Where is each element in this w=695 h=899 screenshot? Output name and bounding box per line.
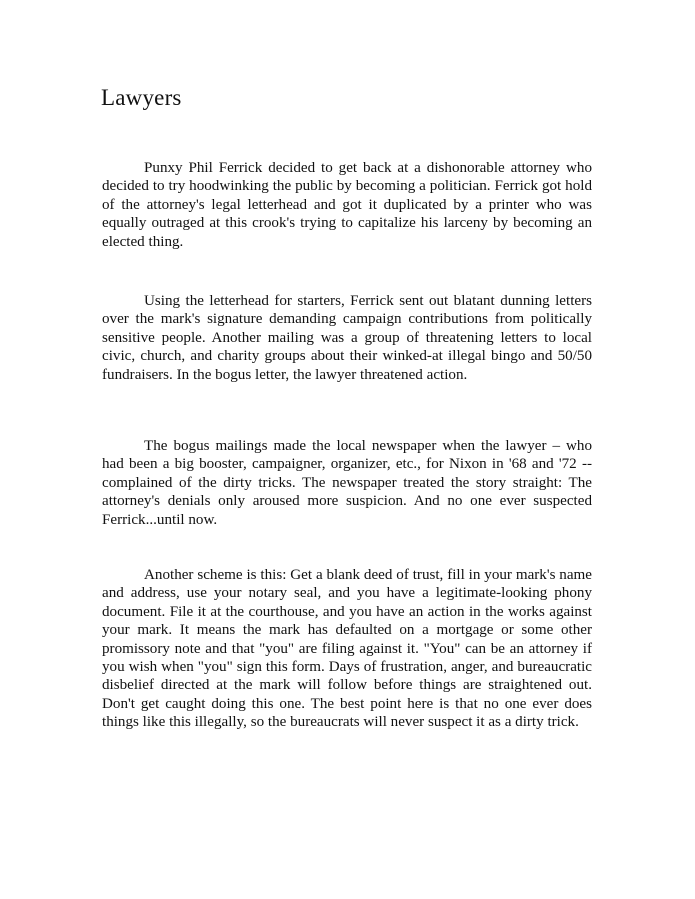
paragraph-newspaper: The bogus mailings made the local newspaper when the lawyer – who had been a big booster, campaigner, organizer, etc., for Nixon in '68 and '72 -- complained of the dirty tricks. The newspaper treated the story straight: The attorney's denials only aroused more suspicion. And no one ever suspected Ferrick...until now. [102,438,592,528]
paragraph-ferrick-letterhead: Punxy Phil Ferrick decided to get back at a dishonorable attorney who decided to try hoodwinking the public by becoming a politician. Ferrick got hold of the attorney's legal letterhead and got it duplicated by a printer who was equally outraged at this crook's trying to capitalize his larceny by becoming an elected thing. [102,160,592,250]
paragraph-dunning-letters: Using the letterhead for starters, Ferrick sent out blatant dunning letters over the mark's signature demanding campaign contributions from politically sensitive people. Another mailing was a group of threatening letters to local civic, church, and charity groups about their winked-at illegal bingo and 50/50 fundraisers. In the bogus letter, the lawyer threatened action. [102,293,592,383]
paragraph-deed-of-trust: Another scheme is this: Get a blank deed of trust, fill in your mark's name and address, use your notary seal, and you have a legitimate-looking phony document. File it at the courthouse, and you have an action in the works against your mark. It means the mark has defaulted on a mortgage or some other promissory note and that "you" are filing against it. "You" can be an attorney if you wish when "you" sign this form. Days of frustration, anger, and bureaucratic disbelief directed at the mark will follow before things are straightened out. Don't get caught doing this one. The best point here is that no one ever does things like this illegally, so the bureaucrats will never suspect it as a dirty trick. [102,567,592,731]
page-title: Lawyers [101,85,182,110]
